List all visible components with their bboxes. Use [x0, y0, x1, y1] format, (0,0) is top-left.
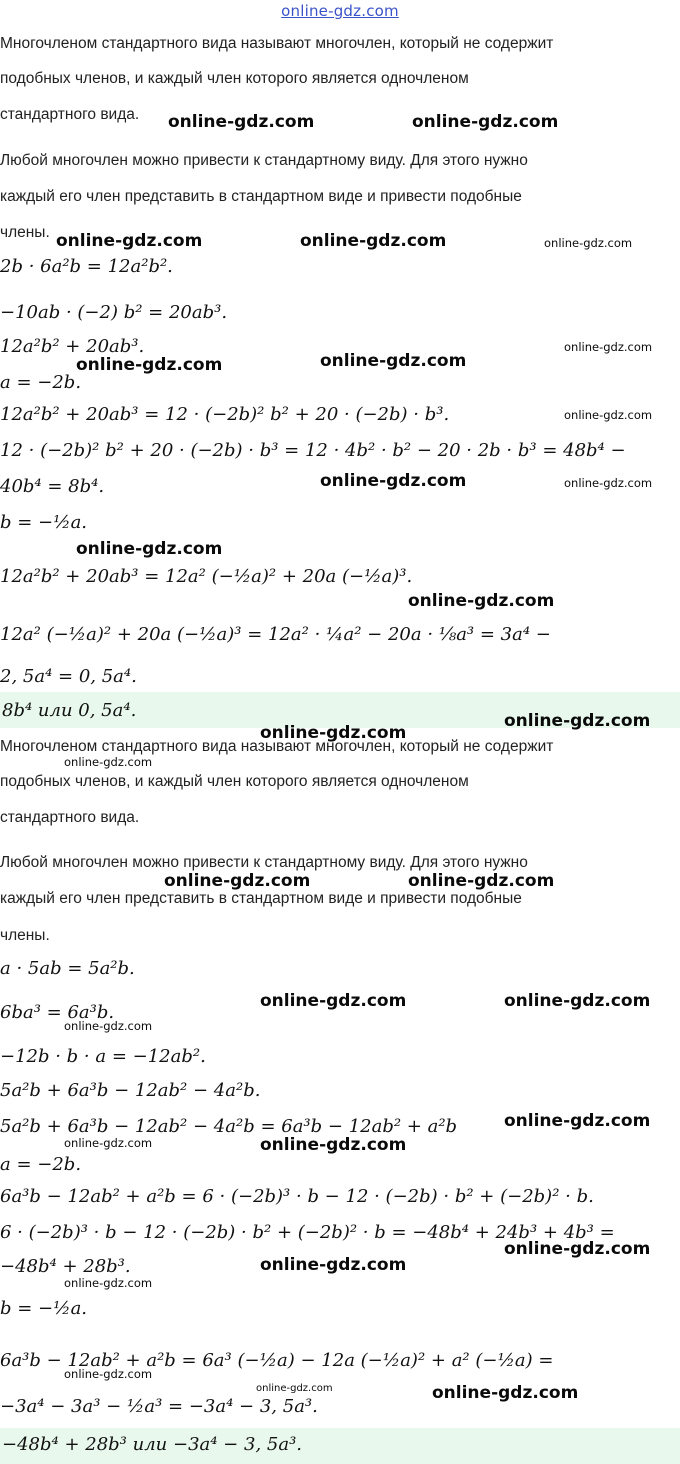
math-line: 6 · (−2b)³ · b − 12 · (−2b) · b² + (−2b)² · b = −48b⁴ + 24b³ + 4b³ = — [0, 1222, 615, 1243]
math-line: 12a²b² + 20ab³ = 12a² (−½a)² + 20a (−½a)³. — [0, 566, 413, 587]
watermark: online-gdz.com — [164, 871, 311, 891]
watermark: online-gdz.com — [320, 471, 467, 491]
watermark: online-gdz.com — [256, 1383, 333, 1394]
watermark: online-gdz.com — [564, 408, 653, 422]
rule-line-1: Любой многочлен можно привести к стандартному виду. Для этого нужно — [0, 854, 528, 871]
rule-line-1: Любой многочлен можно привести к стандартному виду. Для этого нужно — [0, 152, 528, 169]
math-line: b = −½a. — [0, 1298, 88, 1319]
math-line: −3a⁴ − 3a³ − ½a³ = −3a⁴ − 3, 5a³. — [0, 1396, 318, 1417]
rule-line-3: члены. — [0, 224, 50, 241]
math-line: 12 · (−2b)² b² + 20 · (−2b) · b³ = 12 · 4b² · b² − 20 · 2b · b³ = 48b⁴ − — [0, 440, 626, 461]
watermark: online-gdz.com — [432, 1383, 579, 1403]
definition-line-3: стандартного вида. — [0, 106, 140, 123]
math-line: 5a²b + 6a³b − 12ab² − 4a²b. — [0, 1080, 261, 1101]
watermark: online-gdz.com — [64, 755, 153, 769]
math-line: a · 5ab = 5a²b. — [0, 958, 135, 979]
watermark: online-gdz.com — [408, 591, 555, 611]
watermark: online-gdz.com — [408, 871, 555, 891]
math-line: 6ba³ = 6a³b. — [0, 1002, 115, 1023]
watermark: online-gdz.com — [260, 723, 407, 743]
math-line: 12a²b² + 20ab³ = 12 · (−2b)² b² + 20 · (−2b) · b³. — [0, 404, 450, 425]
watermark: online-gdz.com — [504, 1239, 651, 1259]
watermark: online-gdz.com — [260, 991, 407, 1011]
definition-line-3: стандартного вида. — [0, 809, 140, 826]
math-line: −48b⁴ + 28b³. — [0, 1256, 131, 1277]
watermark: online-gdz.com — [64, 1276, 153, 1290]
watermark: online-gdz.com — [64, 1367, 153, 1381]
definition-line-2: подобных членов, и каждый член которого является одночленом — [0, 773, 469, 790]
rule-line-3: члены. — [0, 927, 50, 944]
watermark: online-gdz.com — [64, 1019, 153, 1033]
watermark: online-gdz.com — [504, 711, 651, 731]
watermark: online-gdz.com — [544, 236, 633, 250]
watermark: online-gdz.com — [168, 112, 315, 132]
math-line: b = −½a. — [0, 512, 88, 533]
definition-line-1: Многочленом стандартного вида называют многочлен, который не содержит — [0, 35, 554, 52]
math-line: 2b · 6a²b = 12a²b². — [0, 256, 173, 277]
watermark: online-gdz.com — [300, 231, 447, 251]
watermark: online-gdz.com — [64, 1136, 153, 1150]
rule-line-2: каждый его член представить в стандартном виде и привести подобные — [0, 188, 522, 205]
math-line: 6a³b − 12ab² + a²b = 6a³ (−½a) − 12a (−½a)² + a² (−½a) = — [0, 1350, 554, 1371]
math-line: −12b · b · a = −12ab². — [0, 1046, 206, 1067]
watermark: online-gdz.com — [564, 340, 653, 354]
math-line: 12a²b² + 20ab³. — [0, 336, 145, 357]
math-line: 2, 5a⁴ = 0, 5a⁴. — [0, 666, 137, 687]
watermark: online-gdz.com — [76, 355, 223, 375]
math-line: a = −2b. — [0, 372, 82, 393]
watermark: online-gdz.com — [56, 231, 203, 251]
math-line: 6a³b − 12ab² + a²b = 6 · (−2b)³ · b − 12 · (−2b) · b² + (−2b)² · b. — [0, 1186, 594, 1207]
watermark: online-gdz.com — [504, 991, 651, 1011]
definition-line-2: подобных членов, и каждый член которого является одночленом — [0, 70, 469, 87]
answer-text: 8b⁴ или 0, 5a⁴. — [2, 700, 137, 721]
watermark: online-gdz.com — [320, 351, 467, 371]
math-line: 5a²b + 6a³b − 12ab² − 4a²b = 6a³b − 12ab² + a²b — [0, 1116, 458, 1137]
watermark: online-gdz.com — [504, 1111, 651, 1131]
definition-line-1: Многочленом стандартного вида называют многочлен, который не содержит — [0, 738, 554, 755]
math-line: −10ab · (−2) b² = 20ab³. — [0, 302, 228, 323]
answer-text: −48b⁴ + 28b³ или −3a⁴ − 3, 5a³. — [2, 1434, 303, 1455]
watermark: online-gdz.com — [260, 1135, 407, 1155]
watermark: online-gdz.com — [412, 112, 559, 132]
math-line: a = −2b. — [0, 1154, 82, 1175]
watermark: online-gdz.com — [260, 1255, 407, 1275]
rule-line-2: каждый его член представить в стандартном виде и привести подобные — [0, 890, 522, 907]
math-line: 12a² (−½a)² + 20a (−½a)³ = 12a² · ¼a² − 20a · ⅛a³ = 3a⁴ − — [0, 624, 551, 645]
math-line: 40b⁴ = 8b⁴. — [0, 476, 105, 497]
watermark: online-gdz.com — [76, 539, 223, 559]
site-header-link[interactable]: online-gdz.com — [281, 2, 399, 20]
watermark: online-gdz.com — [564, 476, 653, 490]
